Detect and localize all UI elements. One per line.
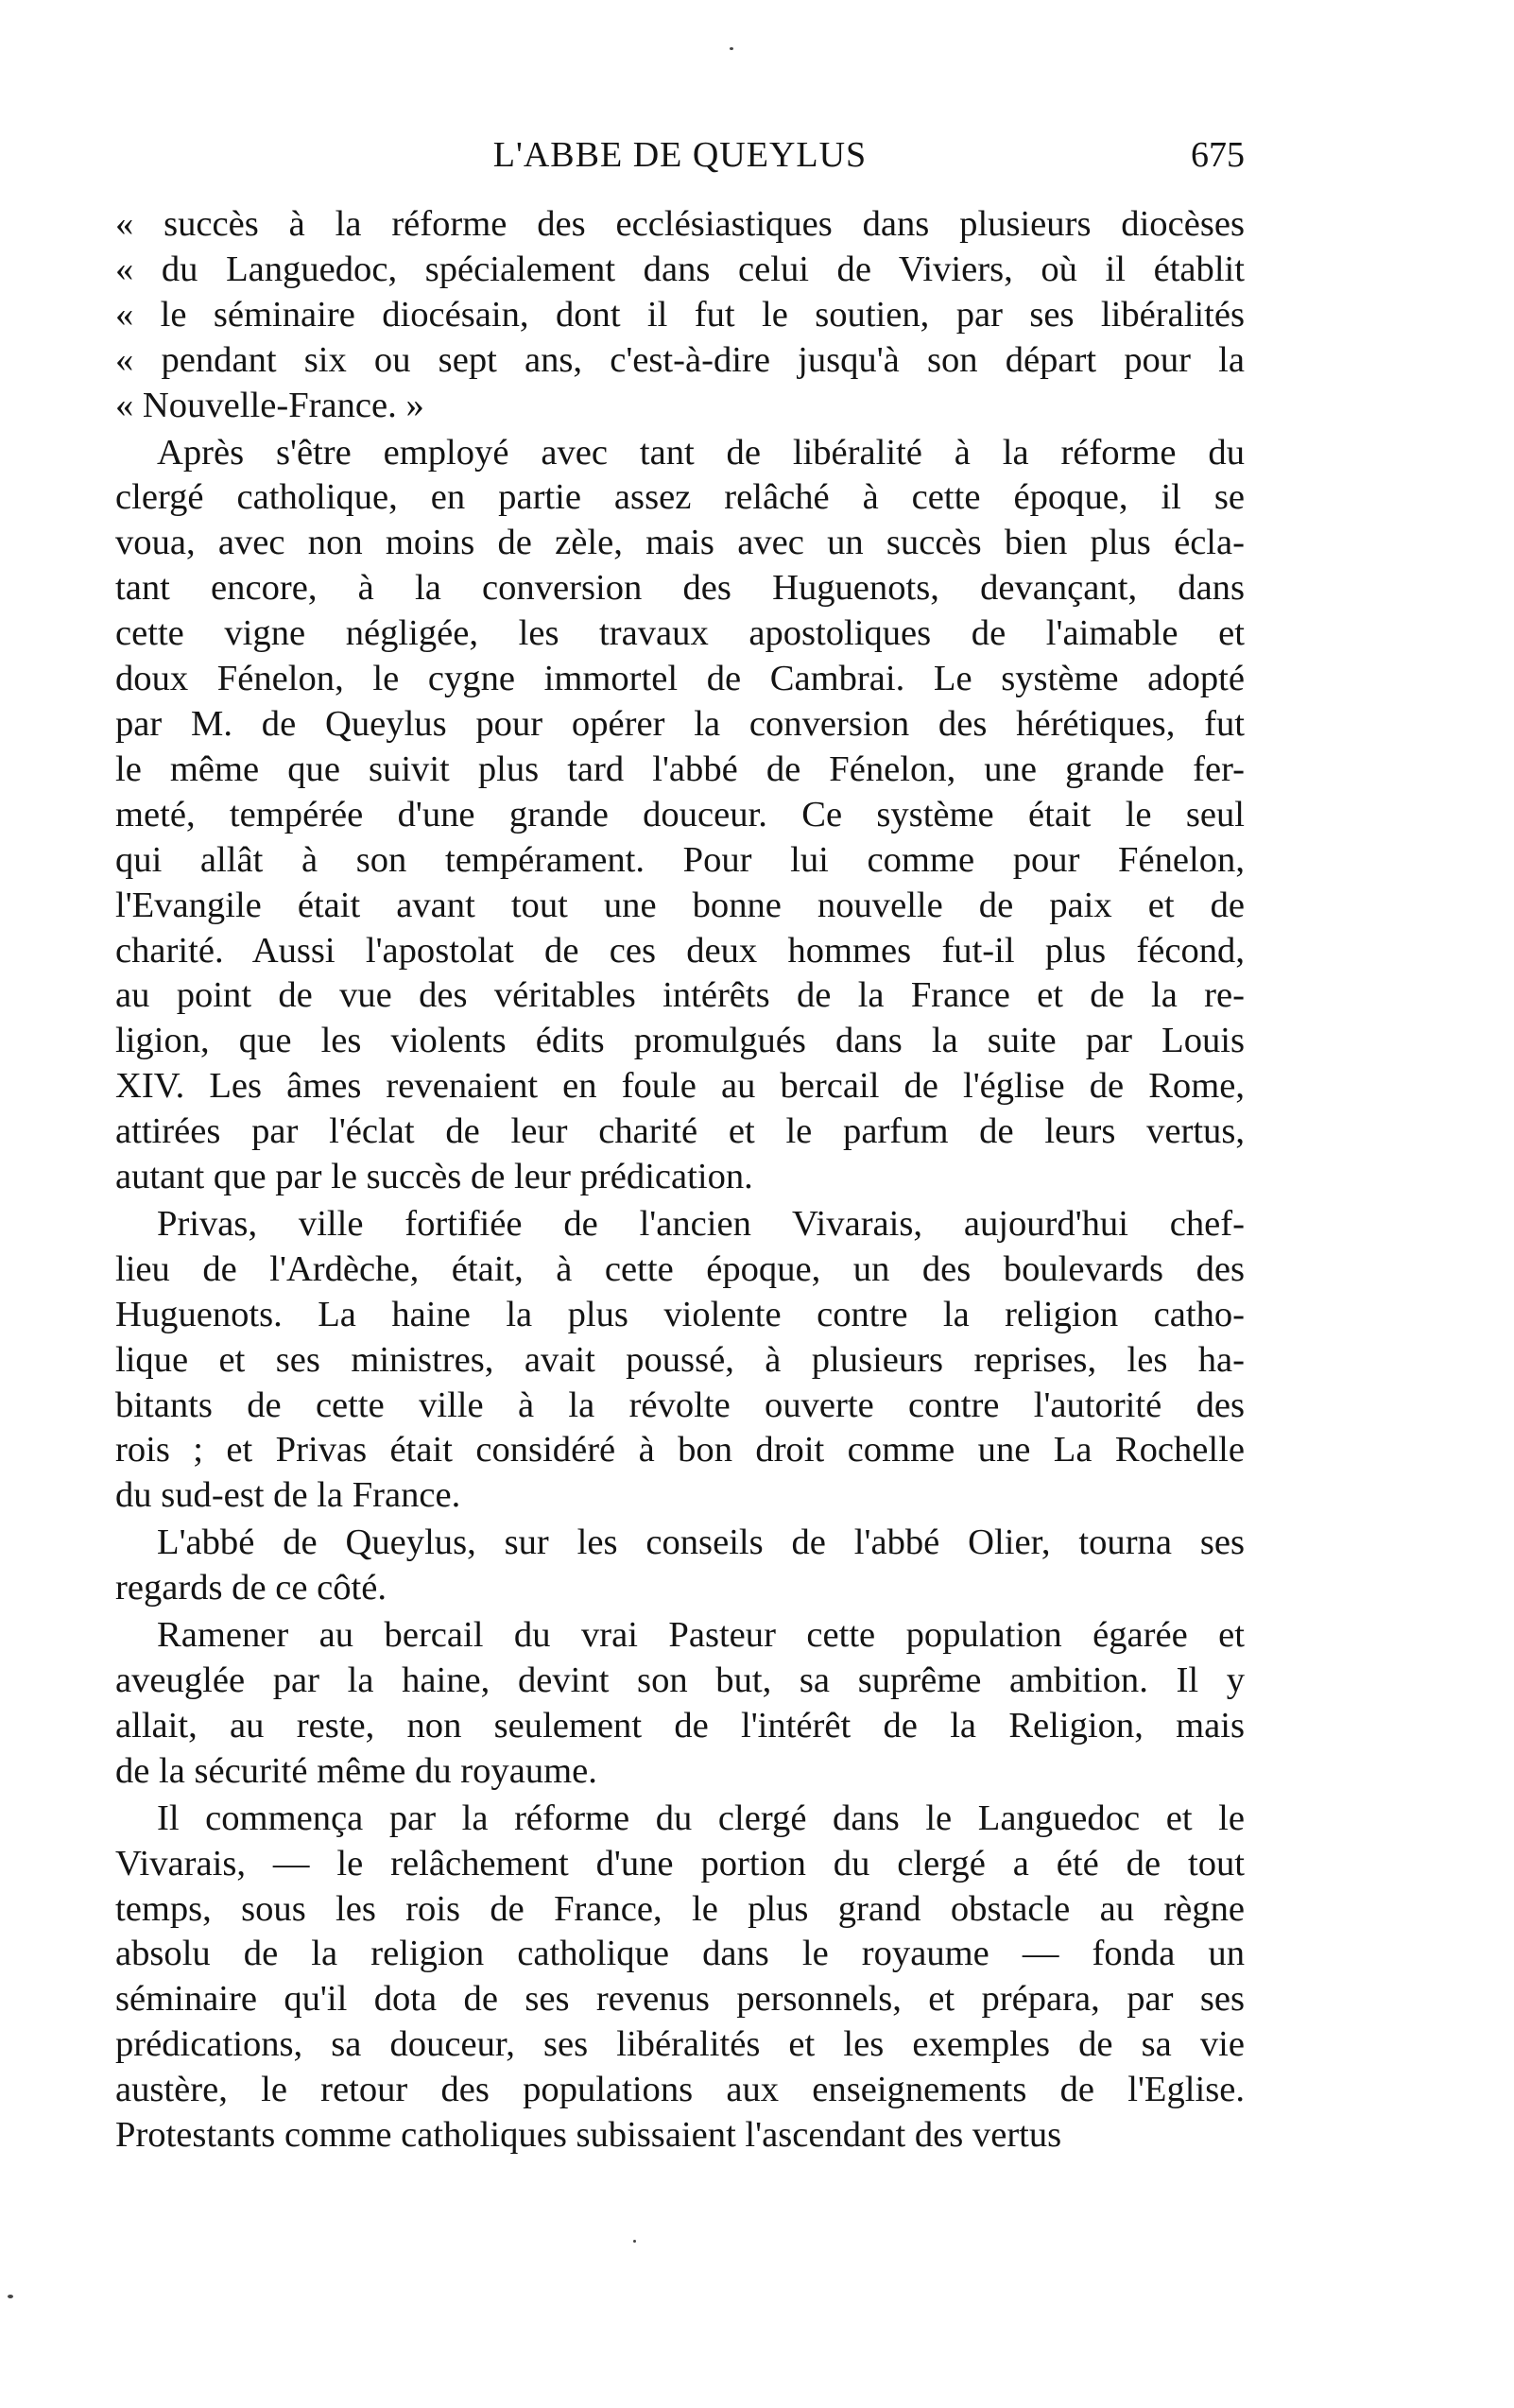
text-line: clergé catholique, en partie assez relâché à cette époque, il se: [115, 477, 1245, 518]
text-line: Après s'être employé avec tant de libéralité à la réforme du: [157, 432, 1245, 473]
scan-speck: [730, 47, 733, 50]
text-line: prédications, sa douceur, ses libéralités et les exemples de sa vie: [115, 2024, 1245, 2065]
paragraph: [115, 1521, 1245, 1611]
text-line: tant encore, à la conversion des Huguenots, devançant, dans: [115, 568, 1245, 609]
scan-speck: [633, 2240, 636, 2243]
page-number: 675: [1191, 135, 1245, 175]
text-line: XIV. Les âmes revenaient en foule au bercail de l'église de Rome,: [115, 1066, 1245, 1107]
body-text: [115, 202, 1245, 2160]
text-line: attirées par l'éclat de leur charité et le parfum de leurs vertus,: [115, 1111, 1245, 1152]
text-line: aveuglée par la haine, devint son but, sa suprême ambition. Il y: [115, 1660, 1245, 1700]
paragraph: [115, 431, 1245, 1200]
text-line: lique et ses ministres, avait poussé, à plusieurs reprises, les ha-: [115, 1339, 1245, 1380]
text-line: Protestants comme catholiques subissaient l'ascendant des vertus: [115, 2115, 1062, 2156]
text-line: l'Evangile était avant tout une bonne nouvelle de paix et de: [115, 885, 1245, 925]
text-line: au point de vue des véritables intérêts de la France et de la re-: [115, 975, 1245, 1016]
text-line: austère, le retour des populations aux enseignements de l'Eglise.: [115, 2070, 1245, 2110]
text-line: « succès à la réforme des ecclésiastiques dans plusieurs diocèses: [115, 204, 1245, 244]
text-line: Ramener au bercail du vrai Pasteur cette population égarée et: [157, 1615, 1245, 1656]
text-line: Privas, ville fortifiée de l'ancien Vivarais, aujourd'hui chef-: [157, 1203, 1245, 1244]
text-line: doux Fénelon, le cygne immortel de Cambrai. Le système adopté: [115, 659, 1245, 699]
text-line: autant que par le succès de leur prédication.: [115, 1157, 753, 1197]
text-line: du sud-est de la France.: [115, 1475, 461, 1516]
text-line: voua, avec non moins de zèle, mais avec un succès bien plus écla-: [115, 523, 1245, 563]
paragraph: [115, 1202, 1245, 1519]
text-line: séminaire qu'il dota de ses revenus personnels, et prépara, par ses: [115, 1979, 1245, 2020]
text-line: « le séminaire diocésain, dont il fut le soutien, par ses libéralités: [115, 294, 1245, 335]
text-line: Huguenots. La haine la plus violente contre la religion catho-: [115, 1294, 1245, 1334]
text-line: qui allât à son tempérament. Pour lui comme pour Fénelon,: [115, 839, 1245, 880]
text-line: « pendant six ou sept ans, c'est-à-dire jusqu'à son départ pour la: [115, 339, 1245, 380]
text-line: Il commença par la réforme du clergé dans le Languedoc et le: [157, 1797, 1245, 1838]
text-line: regards de ce côté.: [115, 1568, 387, 1608]
text-line: par M. de Queylus pour opérer la conversion des hérétiques, fut: [115, 703, 1245, 744]
text-line: bitants de cette ville à la révolte ouverte contre l'autorité des: [115, 1385, 1245, 1425]
scan-speck: [8, 2295, 13, 2298]
text-line: allait, au reste, non seulement de l'intérêt de la Religion, mais: [115, 1705, 1245, 1746]
running-title: L'ABBE DE QUEYLUS: [492, 135, 868, 175]
text-line: « du Languedoc, spécialement dans celui de Viviers, où il établit: [115, 249, 1245, 289]
paragraph: [115, 1613, 1245, 1795]
text-line: temps, sous les rois de France, le plus grand obstacle au règne: [115, 1888, 1245, 1929]
page-header: [115, 132, 1245, 178]
text-line: Vivarais, — le relâchement d'une portion du clergé a été de tout: [115, 1843, 1245, 1883]
text-line: cette vigne négligée, les travaux apostoliques de l'aimable et: [115, 613, 1245, 654]
paragraph: [115, 1797, 1245, 2159]
text-line: lieu de l'Ardèche, était, à cette époque, un des boulevards des: [115, 1248, 1245, 1289]
text-line: charité. Aussi l'apostolat de ces deux hommes fut-il plus fécond,: [115, 930, 1245, 971]
text-line: rois ; et Privas était considéré à bon droit comme une La Rochelle: [115, 1430, 1245, 1471]
paragraph: [115, 202, 1245, 429]
text-line: de la sécurité même du royaume.: [115, 1750, 597, 1791]
text-line: L'abbé de Queylus, sur les conseils de l'abbé Olier, tourna ses: [157, 1522, 1245, 1563]
text-line: ligion, que les violents édits promulgués dans la suite par Louis: [115, 1021, 1245, 1061]
text-line: meté, tempérée d'une grande douceur. Ce système était le seul: [115, 794, 1245, 834]
text-line: « Nouvelle-France. »: [115, 385, 424, 425]
text-line: le même que suivit plus tard l'abbé de Fénelon, une grande fer-: [115, 748, 1245, 789]
text-line: absolu de la religion catholique dans le royaume — fonda un: [115, 1934, 1245, 1974]
